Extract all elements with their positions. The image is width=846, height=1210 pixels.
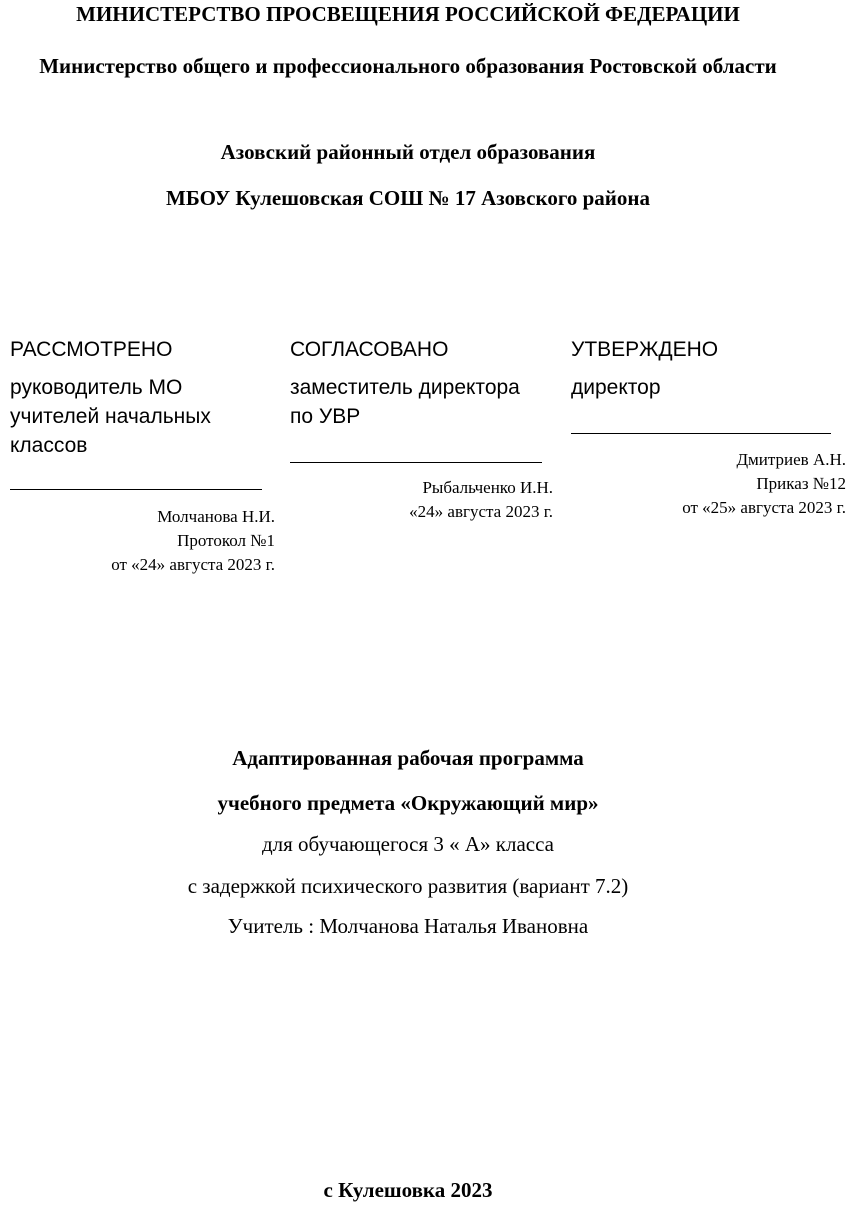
approval-name: Дмитриев А.Н.	[736, 450, 846, 469]
approval-position-line: учителей начальных	[10, 405, 211, 428]
approval-position-line: руководитель МО	[10, 376, 183, 399]
approval-position-line: заместитель директора	[290, 376, 520, 399]
approval-date: от «25» августа 2023 г.	[682, 498, 846, 517]
approval-date: «24» августа 2023 г.	[409, 502, 553, 521]
approval-title-reviewed: РАССМОТРЕНО	[10, 338, 173, 361]
approval-title-approved: УТВЕРЖДЕНО	[571, 338, 719, 361]
approval-position-line: классов	[10, 434, 88, 457]
footer-place-year: с Кулешовка 2023	[323, 1178, 493, 1202]
district-department-heading: Азовский районный отдел образования	[220, 140, 596, 164]
approval-name: Рыбальченко И.Н.	[422, 478, 553, 497]
approval-title-agreed: СОГЛАСОВАНО	[290, 338, 449, 361]
approval-name: Молчанова Н.И.	[157, 507, 275, 526]
program-grade-line: для обучающегося 3 « А» класса	[261, 832, 554, 856]
approval-position-line: директор	[571, 376, 661, 399]
approval-date: от «24» августа 2023 г.	[111, 555, 275, 574]
signature-line	[571, 433, 831, 434]
school-heading: МБОУ Кулешовская СОШ № 17 Азовского района	[166, 186, 650, 210]
program-subject: учебного предмета «Окружающий мир»	[217, 791, 599, 815]
approval-order: Приказ №12	[756, 474, 846, 493]
ministry-federal-heading: МИНИСТЕРСТВО ПРОСВЕЩЕНИЯ РОССИЙСКОЙ ФЕДЕРАЦИИ	[76, 2, 740, 26]
program-condition-line: с задержкой психического развития (вариант 7.2)	[187, 874, 629, 898]
approval-position-line: по УВР	[290, 405, 361, 428]
program-title: Адаптированная рабочая программа	[232, 746, 584, 770]
ministry-regional-heading: Министерство общего и профессионального образования Ростовской области	[39, 54, 777, 78]
approval-protocol: Протокол №1	[177, 531, 275, 550]
program-teacher-line: Учитель : Молчанова Наталья Ивановна	[227, 914, 589, 938]
